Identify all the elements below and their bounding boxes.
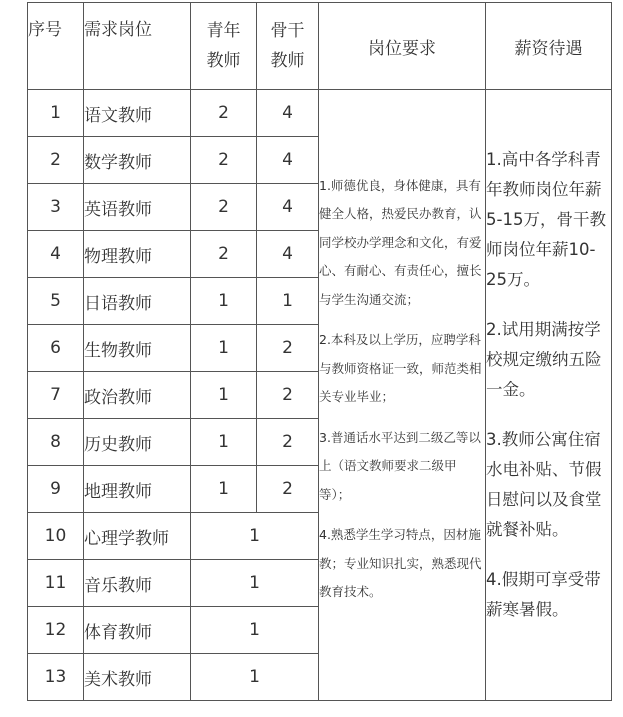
row-index: 11 [28,560,84,607]
row-index: 6 [28,325,84,372]
row-backbone-count: 2 [257,372,319,419]
row-position: 物理教师 [84,231,191,278]
row-combined-count: 1 [191,560,319,607]
row-position: 音乐教师 [84,560,191,607]
salary-item-2: 2.试用期满按学校规定缴纳五险一金。 [486,320,602,399]
row-index: 5 [28,278,84,325]
header-young-line1: 青年 [206,21,241,41]
row-position: 英语教师 [84,184,191,231]
row-index: 4 [28,231,84,278]
row-index: 3 [28,184,84,231]
row-combined-count: 1 [191,513,319,560]
row-young-count: 1 [191,372,257,419]
recruitment-table [27,2,612,701]
requirement-item-3: 3.普通话水平达到二级乙等以上（语文教师要求二级甲等）； [319,429,481,502]
header-position: 需求岗位 [84,3,191,90]
row-index: 12 [28,607,84,654]
salary-cell [486,90,612,701]
row-position: 生物教师 [84,325,191,372]
row-young-count: 1 [191,466,257,513]
row-backbone-count: 2 [257,466,319,513]
row-position: 历史教师 [84,419,191,466]
row-young-count: 2 [191,137,257,184]
row-index: 9 [28,466,84,513]
row-young-count: 2 [191,90,257,137]
row-position: 政治教师 [84,372,191,419]
table-row [28,90,612,137]
row-young-count: 1 [191,278,257,325]
header-backbone-line2: 教师 [270,51,305,71]
header-young-teacher [191,3,257,90]
header-index: 序号 [28,3,84,90]
requirement-item-2: 2.本科及以上学历，应聘学科与教师资格证一致，师范类相关专业毕业； [319,332,482,404]
requirement-item-1: 1.师德优良，身体健康，具有健全人格，热爱民办教育，认同学校办学理念和文化，有爱心、有耐心、有责任心，擅长与学生沟通交流； [319,177,482,307]
row-backbone-count: 2 [257,419,319,466]
row-backbone-count: 2 [257,325,319,372]
requirements-cell [319,90,486,701]
row-backbone-count: 1 [257,278,319,325]
row-position: 体育教师 [84,607,191,654]
row-backbone-count: 4 [257,137,319,184]
row-young-count: 2 [191,184,257,231]
row-position: 美术教师 [84,654,191,701]
row-position: 日语教师 [84,278,191,325]
row-young-count: 1 [191,325,257,372]
header-salary: 薪资待遇 [486,3,612,90]
row-index: 2 [28,137,84,184]
header-requirements: 岗位要求 [319,3,486,90]
salary-item-4: 4.假期可享受带薪寒暑假。 [486,570,601,619]
row-index: 1 [28,90,84,137]
row-index: 8 [28,419,84,466]
header-row [28,3,612,90]
row-position: 地理教师 [84,466,191,513]
row-backbone-count: 4 [257,184,319,231]
salary-item-3: 3.教师公寓住宿水电补贴、节假日慰问以及食堂就餐补贴。 [486,430,602,539]
row-position: 数学教师 [84,137,191,184]
row-position: 心理学教师 [84,513,191,560]
header-backbone-teacher [257,3,319,90]
header-backbone-line1: 骨干 [270,21,305,41]
row-combined-count: 1 [191,607,319,654]
row-index: 7 [28,372,84,419]
row-young-count: 1 [191,419,257,466]
header-young-line2: 教师 [206,51,241,71]
row-position: 语文教师 [84,90,191,137]
row-combined-count: 1 [191,654,319,701]
row-index: 13 [28,654,84,701]
row-index: 10 [28,513,84,560]
salary-item-1: 1.高中各学科青年教师岗位年薪5-15万，骨干教师岗位年薪10-25万。 [486,150,606,289]
row-young-count: 2 [191,231,257,278]
requirement-item-4: 4.熟悉学生学习特点，因材施教；专业知识扎实，熟悉现代教育技术。 [319,527,482,599]
row-backbone-count: 4 [257,231,319,278]
row-backbone-count: 4 [257,90,319,137]
